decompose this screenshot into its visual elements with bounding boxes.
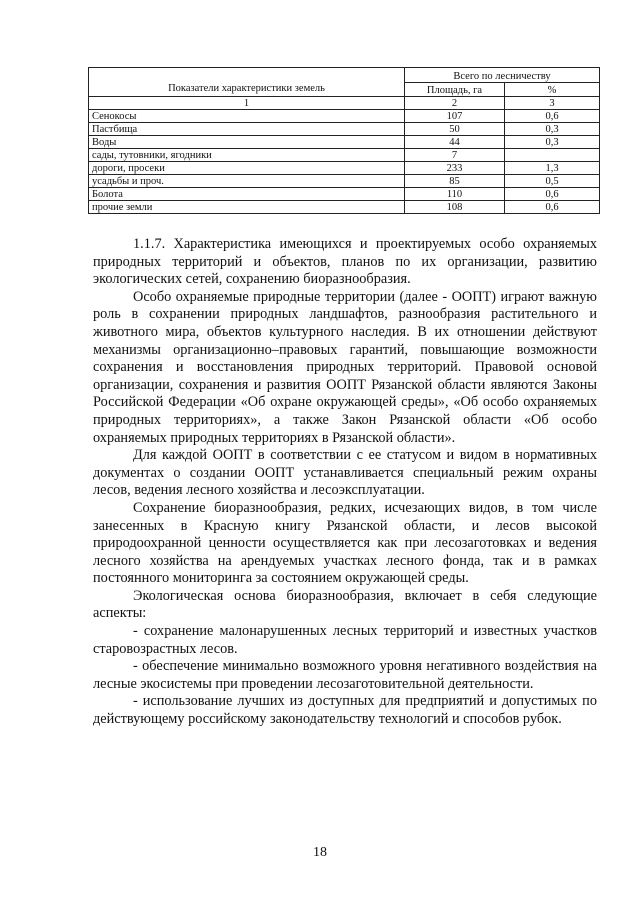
paragraph: Особо охраняемые природные территории (далее - ООПТ) играют важную роль в сохранении природных ландшафтов, разнообразия растительного и животного мира, объектов культурного наследия. В их отношении действуют механизмы организационно–правовых гарантий, повышающие возможности сохранения и восстановления природных территорий. Правовой основой организации, сохранения и развития ООПТ Рязанской области являются Законы Российской Федерации «Об охране окружающей среды», «Об особо охраняемых природных территориях», а также Закон Рязанской области «Об особо охраняемых природных территориях в Рязанской области».	[93, 288, 597, 446]
table-row	[89, 175, 600, 188]
row-percent: 0,3	[505, 123, 600, 136]
table-row	[89, 123, 600, 136]
table-row	[89, 162, 600, 175]
table-row	[89, 136, 600, 149]
table-row	[89, 149, 600, 162]
row-percent: 0,6	[505, 201, 600, 214]
page-number: 18	[313, 845, 327, 860]
row-name: Пастбища	[89, 123, 405, 136]
row-percent: 0,5	[505, 175, 600, 188]
row-percent: 0,6	[505, 188, 600, 201]
paragraph: Для каждой ООПТ в соответствии с ее статусом и видом в нормативных документах о создании ООПТ устанавливается специальный режим охраны лесов, ведения лесного хозяйства и лесоэксплуатации.	[93, 447, 597, 499]
list-item: - сохранение малонарушенных лесных территорий и известных участков старовозрастных лесов.	[93, 623, 597, 657]
row-percent: 0,6	[505, 110, 600, 123]
row-area: 50	[405, 123, 505, 136]
table-row	[89, 110, 600, 123]
table-row	[89, 201, 600, 214]
table-row	[89, 188, 600, 201]
header-col2: 2	[405, 97, 505, 110]
list-item: - обеспечение минимально возможного уровня негативного воздействия на лесные экосистемы при проведении лесозаготовительной деятельности.	[93, 658, 597, 692]
paragraph: Экологическая основа биоразнообразия, включает в себя следующие аспекты:	[93, 587, 597, 622]
row-name: дороги, просеки	[89, 162, 405, 175]
row-name: Болота	[89, 188, 405, 201]
row-name: усадьбы и проч.	[89, 175, 405, 188]
row-name: Воды	[89, 136, 405, 149]
row-area: 7	[405, 149, 505, 162]
row-name: прочие земли	[89, 201, 405, 214]
row-area: 108	[405, 201, 505, 214]
header-label: Показатели характеристики земель	[89, 68, 405, 97]
row-name: Сенокосы	[89, 110, 405, 123]
body-text	[93, 236, 597, 729]
row-name: сады, тутовники, ягодники	[89, 149, 405, 162]
paragraph: Сохранение биоразнообразия, редких, исчезающих видов, в том числе занесенных в Красную книгу Рязанской области, и лесов высокой природоохранной ценности осуществляется как при лесозаготовках и ведения лесного хозяйства на арендуемых участках лесного фонда, так и в рамках постоянного мониторинга за состоянием окружающей среды.	[93, 499, 597, 587]
land-characteristics-table	[88, 67, 600, 214]
row-area: 233	[405, 162, 505, 175]
row-percent	[505, 149, 600, 162]
row-percent: 1,3	[505, 162, 600, 175]
section-heading: 1.1.7. Характеристика имеющихся и проектируемых особо охраняемых природных территорий и объектов, планов по их организации, развитию экологических сетей, сохранению биоразнообразия.	[93, 236, 597, 288]
header-col3: 3	[505, 97, 600, 110]
row-area: 44	[405, 136, 505, 149]
header-col1: 1	[89, 97, 405, 110]
header-percent: %	[505, 82, 600, 97]
list-item: - использование лучших из доступных для предприятий и допустимых по действующему российскому законодательству технологий и способов рубок.	[93, 693, 597, 728]
row-area: 110	[405, 188, 505, 201]
row-percent: 0,3	[505, 136, 600, 149]
header-group: Всего по лесничеству	[405, 68, 600, 83]
row-area: 85	[405, 175, 505, 188]
row-area: 107	[405, 110, 505, 123]
header-area: Площадь, га	[405, 82, 505, 97]
